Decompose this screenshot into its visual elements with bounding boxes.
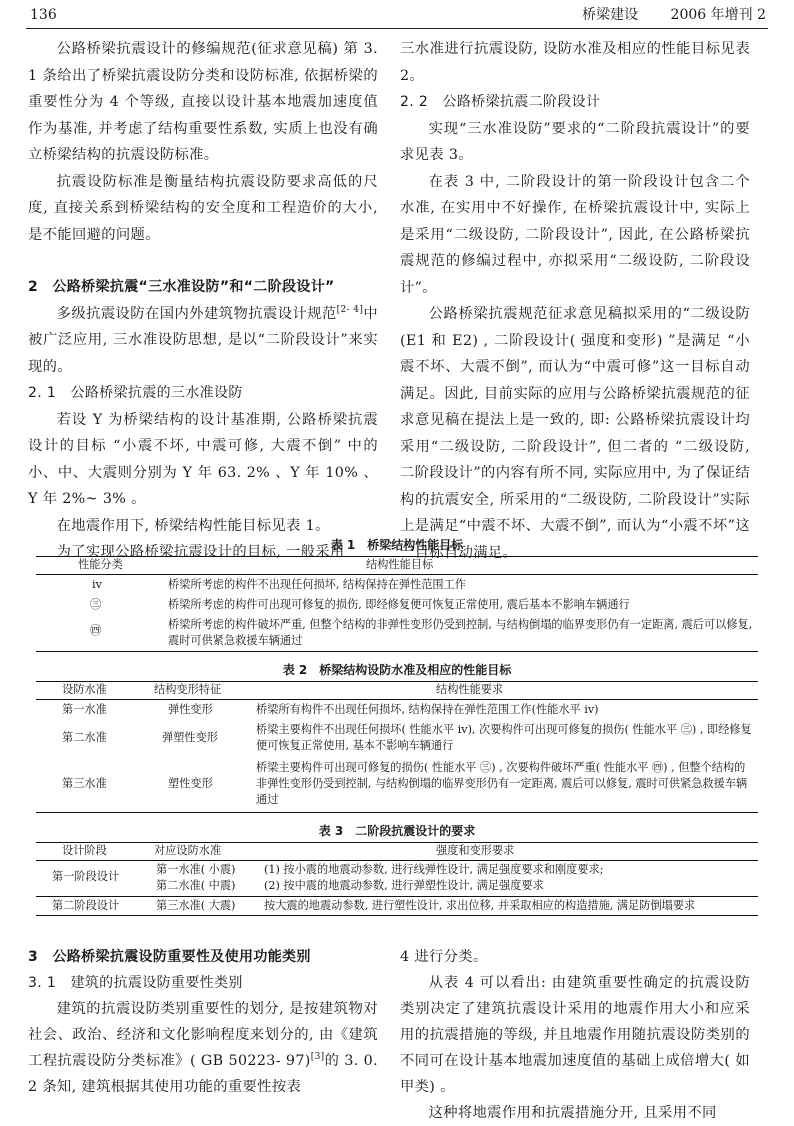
left-column [28, 36, 378, 566]
citation: [2- 4] [336, 304, 364, 315]
paragraph: 从表 4 可以看出: 由建筑重要性确定的抗震设防类别决定了建筑抗震设计采用的地震作用大小和应采用的抗震措施的等级, 并且地震作用随抗震设防类别的不同可在设计基本地震加速度值的基础上成倍增大( 如甲类) 。 [400, 975, 750, 1095]
table-3 [36, 842, 758, 916]
table-header-row: 设计阶段 对应设防水准 强度和变形要求 [62, 844, 515, 857]
table-row: 第二水准 弹塑性变形 桥梁主要构件不出现任何损坏( 性能水平 iv), 次要构件可出现可修复的损伤( 性能水平 ㊂) , 即经修复便可恢复正常使用, 基本不影响车辆通行 [62, 723, 752, 752]
section-heading-3-1: 3. 1 建筑的抗震设防重要性类别 [28, 975, 243, 991]
table-row: 第一水准 弹性变形 桥梁所有构件不出现任何损坏, 结构保持在弹性范围工作(性能水平 iv) [62, 703, 599, 716]
table-2-caption: 表 2 桥梁结构设防水准及相应的性能目标 [282, 663, 512, 677]
journal-title: 桥梁建设 2006 年增刊 2 [582, 7, 766, 23]
table-header-cell: 性能分类 [78, 558, 123, 571]
table-row: 第二阶段设计 第三水准( 大震) 按大震的地震动参数, 进行塑性设计, 求出位移, 并采取相应的构造措施, 满足防倒塌要求 [52, 899, 696, 912]
table-1 [36, 556, 758, 652]
citation: [3] [310, 1052, 325, 1063]
paragraph: 在表 3 中, 二阶段设计的第一阶段设计包含二个水准, 在实用中不好操作, 在桥梁抗震设计中, 实际上是采用“二级设防, 二阶段设计”, 因此, 在公路桥梁抗震规范的修编过程中, 亦拟采用“二级设防, 二阶段设计”。 [400, 173, 750, 296]
table-row: 第二水准( 中震) (2) 按中震的地震动参数, 进行弹塑性设计, 满足强度要求 [156, 879, 544, 892]
section-heading-3: 3 公路桥梁抗震设防重要性及使用功能类别 [28, 949, 311, 965]
table-row: iv 桥梁所考虑的构件不出现任何损坏, 结构保持在弹性范围工作 [92, 578, 466, 591]
table-1-caption: 表 1 桥梁结构性能目标 [330, 538, 464, 552]
section-heading-2-1: 2. 1 公路桥梁抗震的三水准设防 [28, 385, 243, 401]
paragraph: 多级抗震设防在国内外建筑物抗震设计规范[2- 4]中被广泛应用, 三水准设防思想, 是以“二阶段设计”来实现的。 [28, 304, 378, 375]
paragraph: 这种将地震作用和抗震措施分开, 且采用不同 [428, 1105, 717, 1121]
paragraph: 为了实现公路桥梁抗震设计的目标, 一般采用 [56, 544, 345, 560]
table-header-row [36, 557, 758, 574]
paragraph: 若设 Y 为桥梁结构的设计基准期, 公路桥梁抗震设计的目标 “小震不坏, 中震可修, 大震不倒” 中的小、中、大震则分别为 Y 年 63. 2% 、Y 年 10% 、Y 年 2%~ 3% 。 [28, 411, 378, 507]
section-heading-2-2: 2. 2 公路桥梁抗震二阶段设计 [400, 94, 601, 110]
table-header-row: 设防水准 结构变形特征 结构性能要求 [62, 683, 504, 696]
bottom-left-column [28, 944, 378, 1100]
table-row: 第一阶段设计 第一水准( 小震) (1) 按小震的地震动参数, 进行线弹性设计, 满足强度要求和刚度要求; [52, 863, 604, 883]
bottom-right-column [400, 944, 750, 1126]
table-row: ㊃ 桥梁所考虑的构件破坏严重, 但整个结构的非弹性变形仍受到控制, 与结构倒塌的临界变形仍有一定距离, 震后可以修复, 震时可供紧急救援车辆通过 [90, 618, 753, 647]
table-header-cell: 结构性能目标 [366, 558, 434, 571]
paragraph: 实现“三水准设防”要求的“二阶段抗震设计”的要求见表 3。 [400, 120, 750, 163]
paragraph: 三水准进行抗震设防, 设防水准及相应的性能目标见表 2。 [400, 41, 750, 84]
table-row: 第三水准 塑性变形 桥梁主要构件可出现可修复的损伤( 性能水平 ㊂) , 次要构件破坏严重( 性能水平 ㊃) , 但整个结构的非弹性变形仍受到控制, 与结构倒塌的临界变形仍有一定距离, 震后可以修复, 震时可供紧急救援车辆通过 [62, 761, 748, 806]
section-heading-2: 2 公路桥梁抗震“三水准设防”和“二阶段设计” [28, 279, 335, 295]
running-header [26, 4, 768, 29]
paragraph: 4 进行分类。 [400, 949, 488, 965]
table-3-caption: 表 3 二阶段抗震设计的要求 [318, 824, 476, 838]
right-column [400, 36, 750, 566]
paragraph: 在地震作用下, 桥梁结构性能目标见表 1。 [56, 517, 330, 534]
page-number: 136 [30, 7, 57, 23]
paragraph: 建筑的抗震设防类别重要性的划分, 是按建筑物对社会、政治、经济和文化影响程度来划分的, 由《建筑工程抗震设防分类标准》( GB 50223- 97)[3]的 3. 0. 2 条知, 建筑根据其使用功能的重要性按表 [28, 1001, 378, 1095]
table-row: ㊂ 桥梁所考虑的构件可出现可修复的损伤, 即经修复便可恢复正常使用, 震后基本不影响车辆通行 [90, 598, 630, 611]
paragraph: 抗震设防标准是衡量结构抗震设防要求高低的尺度, 直接关系到桥梁结构的安全度和工程造价的大小, 是不能回避的问题。 [28, 173, 378, 243]
paragraph: 公路桥梁抗震设计的修编规范(征求意见稿) 第 3. 1 条给出了桥梁抗震设防分类和设防标准, 依据桥梁的重要性分为 4 个等级, 直接以设计基本地震加速度值作为基准, 并考虑了结构重要性系数, 实质上也没有确立桥梁结构的抗震设防标准。 [28, 41, 378, 163]
table-2 [36, 681, 758, 813]
paragraph: 公路桥梁抗震规范征求意见稿拟采用的“二级设防(E1 和 E2) , 二阶段设计( 强度和变形) ”是满足 “小震不坏、大震不倒”, 而认为“中震可修”这一目标自动满足。因此, 目前实际的应用与公路桥梁抗震规范的征求意见稿在提法上是一致的, 即: 公路桥梁抗震设计均采用“二级设防, 二阶段设计”, 但二者的 “二级设防, 二阶段设计”的内容有所不同, 实际应用中, 为了保证结构的抗震安全, 所采用的“二级设防, 二阶段设计”实际上是满足“中震不坏、大震不倒”, 而认为“小震不坏”这一目标自动满足。 [400, 306, 750, 561]
